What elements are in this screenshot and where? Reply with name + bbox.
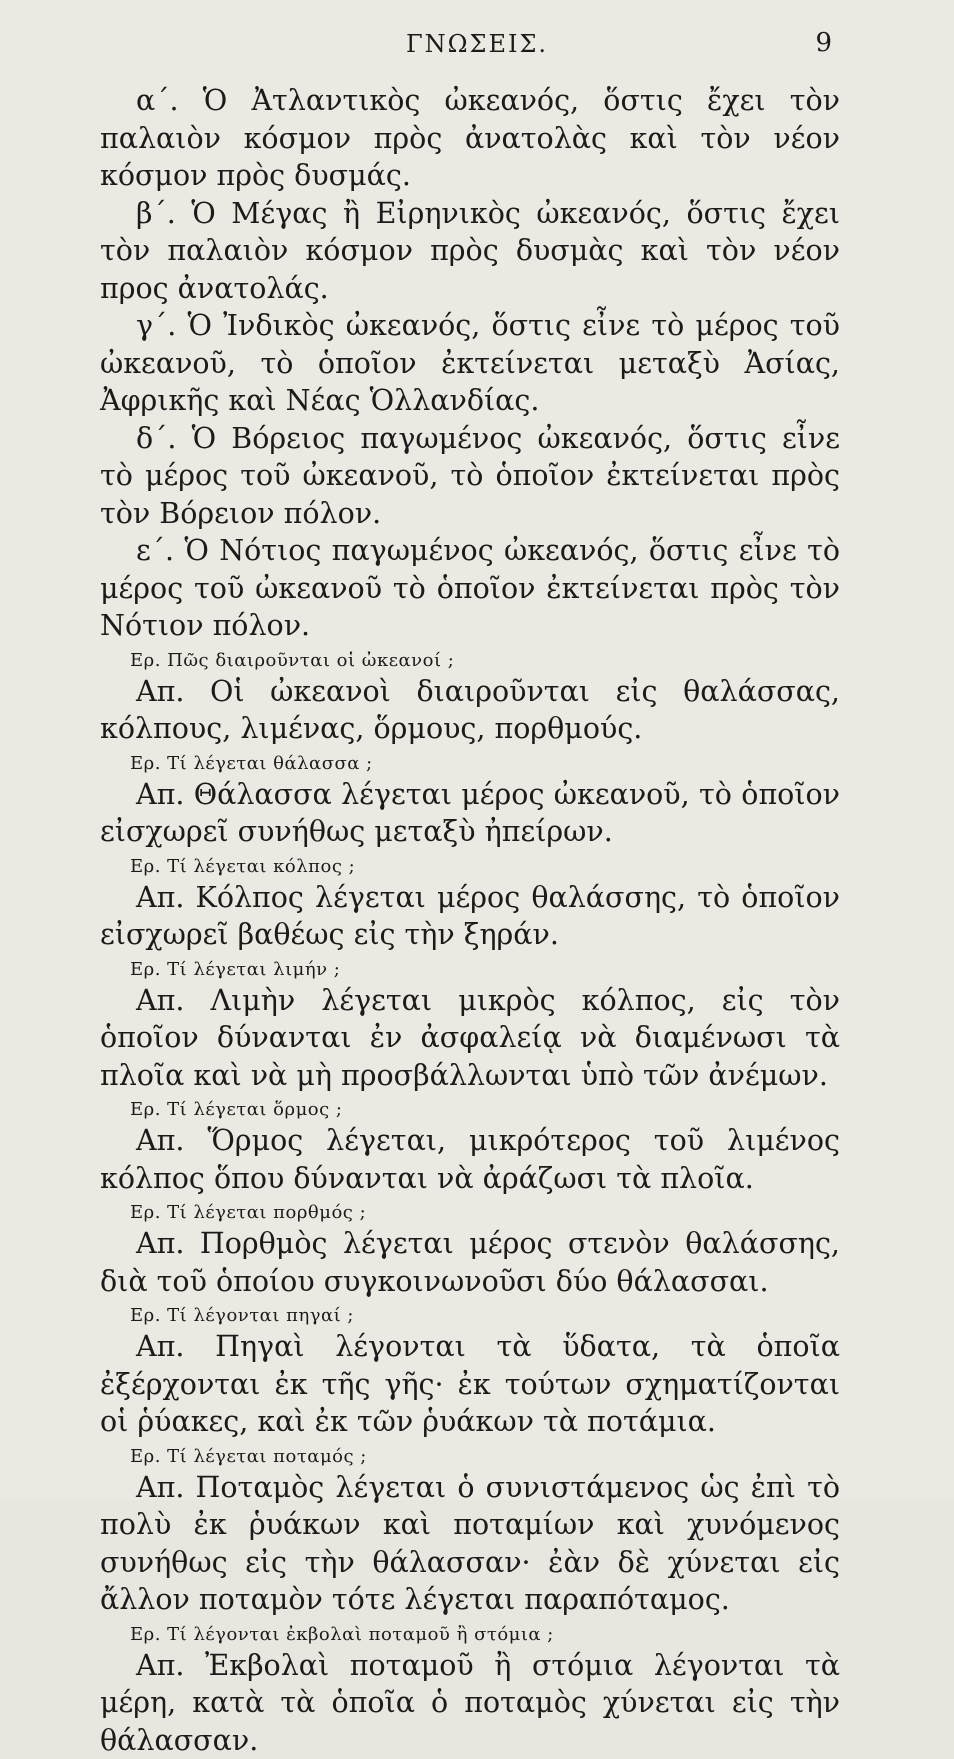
ocean-atlantic: α΄. Ὁ Ἀτλαντικὸς ὠκεανός, ὅστις ἔχει τὸν παλαιὸν κόσμον πρὸς ἀνατολὰς καὶ τὸν νέον κόσμον πρὸς δυσμάς. (100, 82, 840, 195)
ocean-arctic: δ΄. Ὁ Βόρειος παγωμένος ὠκεανός, ὅστις εἶνε τὸ μέρος τοῦ ὠκεανοῦ, τὸ ὁποῖον ἐκτείνεται πρὸς τὸν Βόρειον πόλον. (100, 420, 840, 533)
answer: Απ. Ποταμὸς λέγεται ὁ συνιστάμενος ὡς ἐπὶ τὸ πολὺ ἐκ ῥυάκων καὶ ποταμίων καὶ χυνόμενος συνήθως εἰς τὴν θάλασσαν· ἐὰν δὲ χύνεται εἰς ἄλλον ποταμὸν τότε λέγεται παραπόταμος. (100, 1469, 840, 1619)
answer: Απ. Ὅρμος λέγεται, μικρότερος τοῦ λιμένος κόλπος ὅπου δύνανται νὰ ἀράζωσι τὰ πλοῖα. (100, 1122, 840, 1197)
question: Ερ. Πῶς διαιροῦνται οἱ ὠκεανοί ; (100, 649, 840, 673)
running-title: ΓΝΩΣΕΙΣ. (0, 30, 954, 58)
answer: Απ. Πηγαὶ λέγονται τὰ ὕδατα, τὰ ὁποῖα ἐξέρχονται ἐκ τῆς γῆς· ἐκ τούτων σχηματίζονται οἱ ῥύακες, καὶ ἐκ τῶν ῥυάκων τὰ ποτάμια. (100, 1328, 840, 1441)
question: Ερ. Τί λέγεται λιμήν ; (100, 958, 840, 982)
ocean-pacific: β΄. Ὁ Μέγας ἢ Εἰρηνικὸς ὠκεανός, ὅστις ἔχει τὸν παλαιὸν κόσμον πρὸς δυσμὰς καὶ τὸν νέον προς ἀνατολάς. (100, 195, 840, 308)
question: Ερ. Τί λέγεται πορθμός ; (100, 1201, 840, 1225)
answer: Απ. Πορθμὸς λέγεται μέρος στενὸν θαλάσσης, διὰ τοῦ ὁποίου συγκοινωνοῦσι δύο θάλασσαι. (100, 1225, 840, 1300)
answer: Απ. Οἱ ὠκεανοὶ διαιροῦνται εἰς θαλάσσας, κόλπους, λιμένας, ὅρμους, πορθμούς. (100, 673, 840, 748)
answer: Απ. Λιμὴν λέγεται μικρὸς κόλπος, εἰς τὸν ὁποῖον δύνανται ἐν ἀσφαλείᾳ νὰ διαμένωσι τὰ πλοῖα καὶ νὰ μὴ προσβάλλωνται ὑπὸ τῶν ἀνέμων. (100, 982, 840, 1095)
question: Ερ. Τί λέγονται ἐκβολαὶ ποταμοῦ ἢ στόμια ; (100, 1623, 840, 1647)
answer: Απ. Θάλασσα λέγεται μέρος ὠκεανοῦ, τὸ ὁποῖον εἰσχωρεῖ συνήθως μεταξὺ ἠπείρων. (100, 776, 840, 851)
page-body (100, 82, 840, 1759)
ocean-indian: γ΄. Ὁ Ἰνδικὸς ὠκεανός, ὅστις εἶνε τὸ μέρος τοῦ ὠκεανοῦ, τὸ ὁποῖον ἐκτείνεται μεταξὺ Ἀσίας, Ἀφρικῆς καὶ Νέας Ὁλλανδίας. (100, 307, 840, 420)
question: Ερ. Τί λέγεται θάλασσα ; (100, 752, 840, 776)
question: Ερ. Τί λέγεται κόλπος ; (100, 855, 840, 879)
answer: Απ. Ἐκβολαὶ ποταμοῦ ἢ στόμια λέγονται τὰ μέρη, κατὰ τὰ ὁποῖα ὁ ποταμὸς χύνεται εἰς τὴν θάλασσαν. (100, 1647, 840, 1759)
ocean-antarctic: ε΄. Ὁ Νότιος παγωμένος ὠκεανός, ὅστις εἶνε τὸ μέρος τοῦ ὠκεανοῦ τὸ ὁποῖον ἐκτείνεται πρὸς τὸν Νότιον πόλον. (100, 532, 840, 645)
question: Ερ. Τί λέγεται ὅρμος ; (100, 1098, 840, 1122)
question: Ερ. Τί λέγεται ποταμός ; (100, 1445, 840, 1469)
question: Ερ. Τί λέγονται πηγαί ; (100, 1304, 840, 1328)
page-number: 9 (815, 28, 832, 58)
answer: Απ. Κόλπος λέγεται μέρος θαλάσσης, τὸ ὁποῖον εἰσχωρεῖ βαθέως εἰς τὴν ξηράν. (100, 879, 840, 954)
